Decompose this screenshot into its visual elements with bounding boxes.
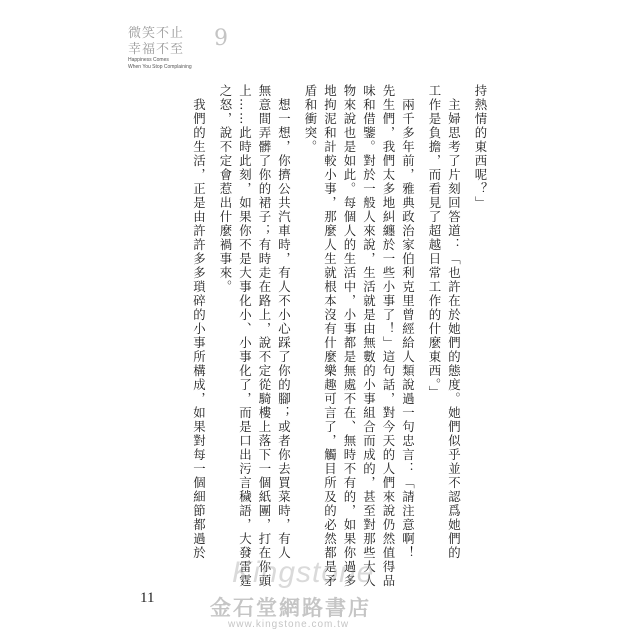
watermark-url: www.kingstone.com.tw [228,619,350,630]
text-column: 想一想，你擠公共汽車時，有人不小心踩了你的腳；或者你去買菜時，有人 [276,84,292,560]
book-english-title-line-2: When You Stop Complaining [128,64,192,70]
book-logo [122,22,228,72]
book-title-line-1: 微笑不止 [128,26,185,41]
book-english-title-line-1: Happiness Comes [128,57,169,63]
text-column: 地拘泥和計較小事，那麼人生就根本沒有什麼樂趣可言了，觸目所及的必然都是矛 [322,84,338,588]
book-series-number: 9 [214,26,228,51]
text-column: 我們的生活，正是由許許多多瑣碎的小事所構成，如果對每一個細節都過於 [191,84,207,560]
text-column: 主婦思考了片刻回答道：「也許在於她們的態度。她們似乎並不認爲她們的 [446,84,462,560]
paragraph-gap [294,84,301,564]
paragraph-gap [209,84,216,564]
text-column: 工作是負擔，而看見了超越日常工作的什麼東西。」 [427,84,442,400]
text-column: 先生們，我們太多地糾纏於一些小事了！」這句話，對今天的人們來說仍然值得品 [381,84,396,588]
text-column: 無意間弄髒了你的裙子；有時走在路上，說不定從騎樓上落下一個紙團，打在你頭 [257,84,272,588]
text-column: 盾和衝突。 [303,84,318,154]
text-column: 兩千多年前，雅典政治家伯利克里曾經給人類說過一句忠言：「請注意啊！ [400,84,416,560]
text-column: 持熱情的東西呢？」 [473,84,488,210]
text-column: 物來說也是如此。每個人的生活中，小事都是無處不在、無時不有的，如果你過多 [342,84,357,588]
text-column: 之怒，說不定會惹出什麼禍事來。 [218,84,233,294]
watermark [210,556,480,630]
text-column: 上……此時此刻，如果你不是大事化小、小事化了，而是口出污言穢語，大發雷霆 [237,84,253,588]
page-number: 11 [140,590,155,606]
watermark-brand-cn: 金石堂網路書店 [210,595,371,620]
paragraph-gap [464,84,471,564]
paragraph-gap [418,84,425,564]
watermark-brand-en: Kingstone [232,556,375,589]
book-title-line-2: 幸福不至 [128,42,185,57]
text-column: 味和借鑒。對於一般人來說，生活就是由無數的小事組合而成的，甚至對那些大人 [361,84,377,588]
